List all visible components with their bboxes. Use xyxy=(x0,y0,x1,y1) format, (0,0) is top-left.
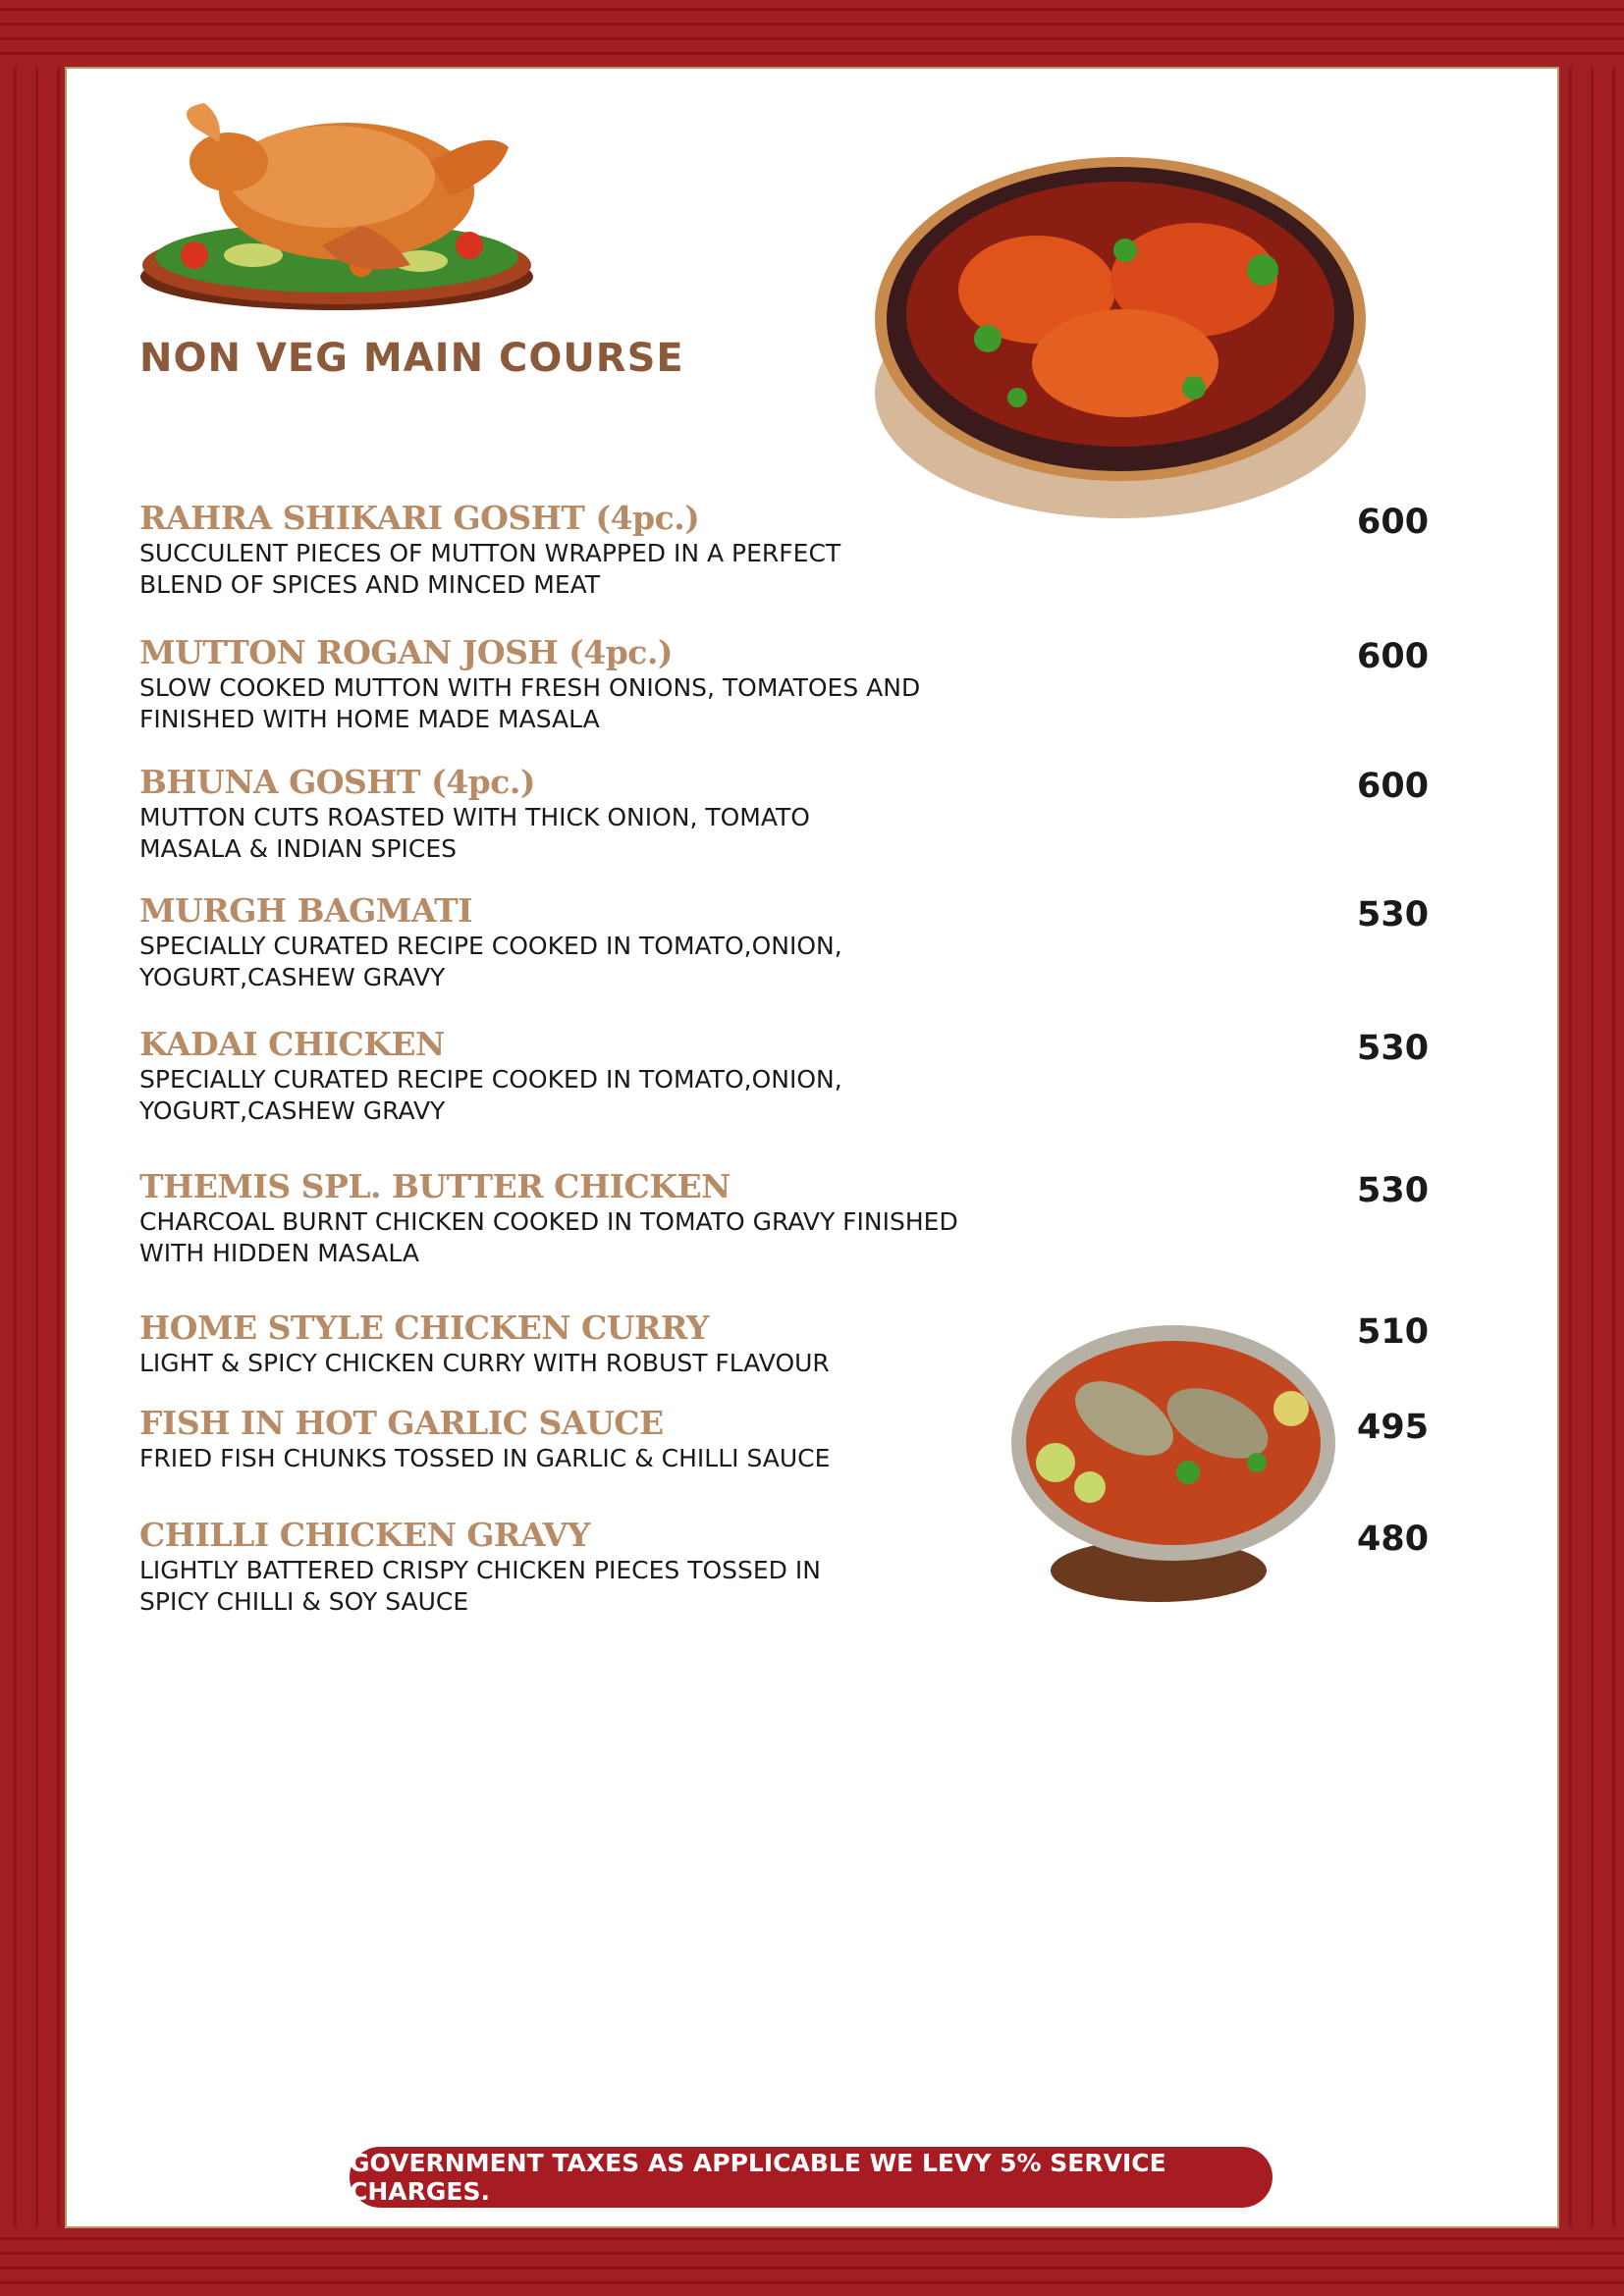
item-price: 600 xyxy=(1357,503,1430,542)
item-description: LIGHTLY BATTERED CRISPY CHICKEN PIECES TOSSED IN SPICY CHILLI & SOY SAUCE xyxy=(139,1556,821,1616)
menu-border-bottom xyxy=(0,2227,1624,2296)
menu-border-top xyxy=(0,0,1624,67)
roast-chicken-image xyxy=(135,69,538,314)
menu-item xyxy=(139,1167,1435,1269)
item-name: MURGH BAGMATI xyxy=(139,891,473,930)
menu-item xyxy=(139,499,1435,601)
item-description: SPECIALLY CURATED RECIPE COOKED IN TOMATO,ONION, YOGURT,CASHEW GRAVY xyxy=(139,932,842,991)
menu-item xyxy=(139,1308,1435,1379)
item-name: BHUNA GOSHT (4pc.) xyxy=(139,763,535,801)
item-price: 600 xyxy=(1357,637,1430,676)
menu-item xyxy=(139,1025,1435,1127)
item-name: CHILLI CHICKEN GRAVY xyxy=(139,1516,590,1554)
menu-item xyxy=(139,891,1435,993)
item-description: SLOW COOKED MUTTON WITH FRESH ONIONS, TOMATOES AND FINISHED WITH HOME MADE MASALA xyxy=(139,673,921,733)
item-name: KADAI CHICKEN xyxy=(139,1025,445,1063)
item-price: 600 xyxy=(1357,767,1430,806)
item-name: THEMIS SPL. BUTTER CHICKEN xyxy=(139,1167,731,1205)
item-price: 530 xyxy=(1357,1171,1430,1210)
section-title: NON VEG MAIN COURSE xyxy=(139,336,684,381)
item-description: SUCCULENT PIECES OF MUTTON WRAPPED IN A PERFECT BLEND OF SPICES AND MINCED MEAT xyxy=(139,539,841,599)
item-price: 530 xyxy=(1357,1029,1430,1068)
item-price: 495 xyxy=(1357,1408,1430,1447)
item-price: 510 xyxy=(1357,1312,1430,1352)
item-name: HOME STYLE CHICKEN CURRY xyxy=(139,1308,709,1347)
item-description: CHARCOAL BURNT CHICKEN COOKED IN TOMATO GRAVY FINISHED WITH HIDDEN MASALA xyxy=(139,1207,958,1267)
item-name: MUTTON ROGAN JOSH (4pc.) xyxy=(139,633,673,671)
service-charge-notice xyxy=(350,2147,1272,2208)
item-description: FRIED FISH CHUNKS TOSSED IN GARLIC & CHILLI SAUCE xyxy=(139,1444,831,1472)
item-price: 480 xyxy=(1357,1520,1430,1559)
menu-item xyxy=(139,1404,1435,1474)
item-name: FISH IN HOT GARLIC SAUCE xyxy=(139,1404,664,1442)
item-name: RAHRA SHIKARI GOSHT (4pc.) xyxy=(139,499,700,537)
service-charge-text: GOVERNMENT TAXES AS APPLICABLE WE LEVY 5% SERVICE CHARGES. xyxy=(350,2149,1166,2206)
menu-item xyxy=(139,633,1435,735)
item-price: 530 xyxy=(1357,895,1430,934)
chicken-bowl-image xyxy=(870,142,1371,525)
menu-item xyxy=(139,1516,1435,1618)
menu-item xyxy=(139,763,1435,865)
item-description: MUTTON CUTS ROASTED WITH THICK ONION, TOMATO MASALA & INDIAN SPICES xyxy=(139,803,810,863)
item-description: LIGHT & SPICY CHICKEN CURRY WITH ROBUST FLAVOUR xyxy=(139,1349,830,1377)
item-description: SPECIALLY CURATED RECIPE COOKED IN TOMATO,ONION, YOGURT,CASHEW GRAVY xyxy=(139,1065,842,1125)
